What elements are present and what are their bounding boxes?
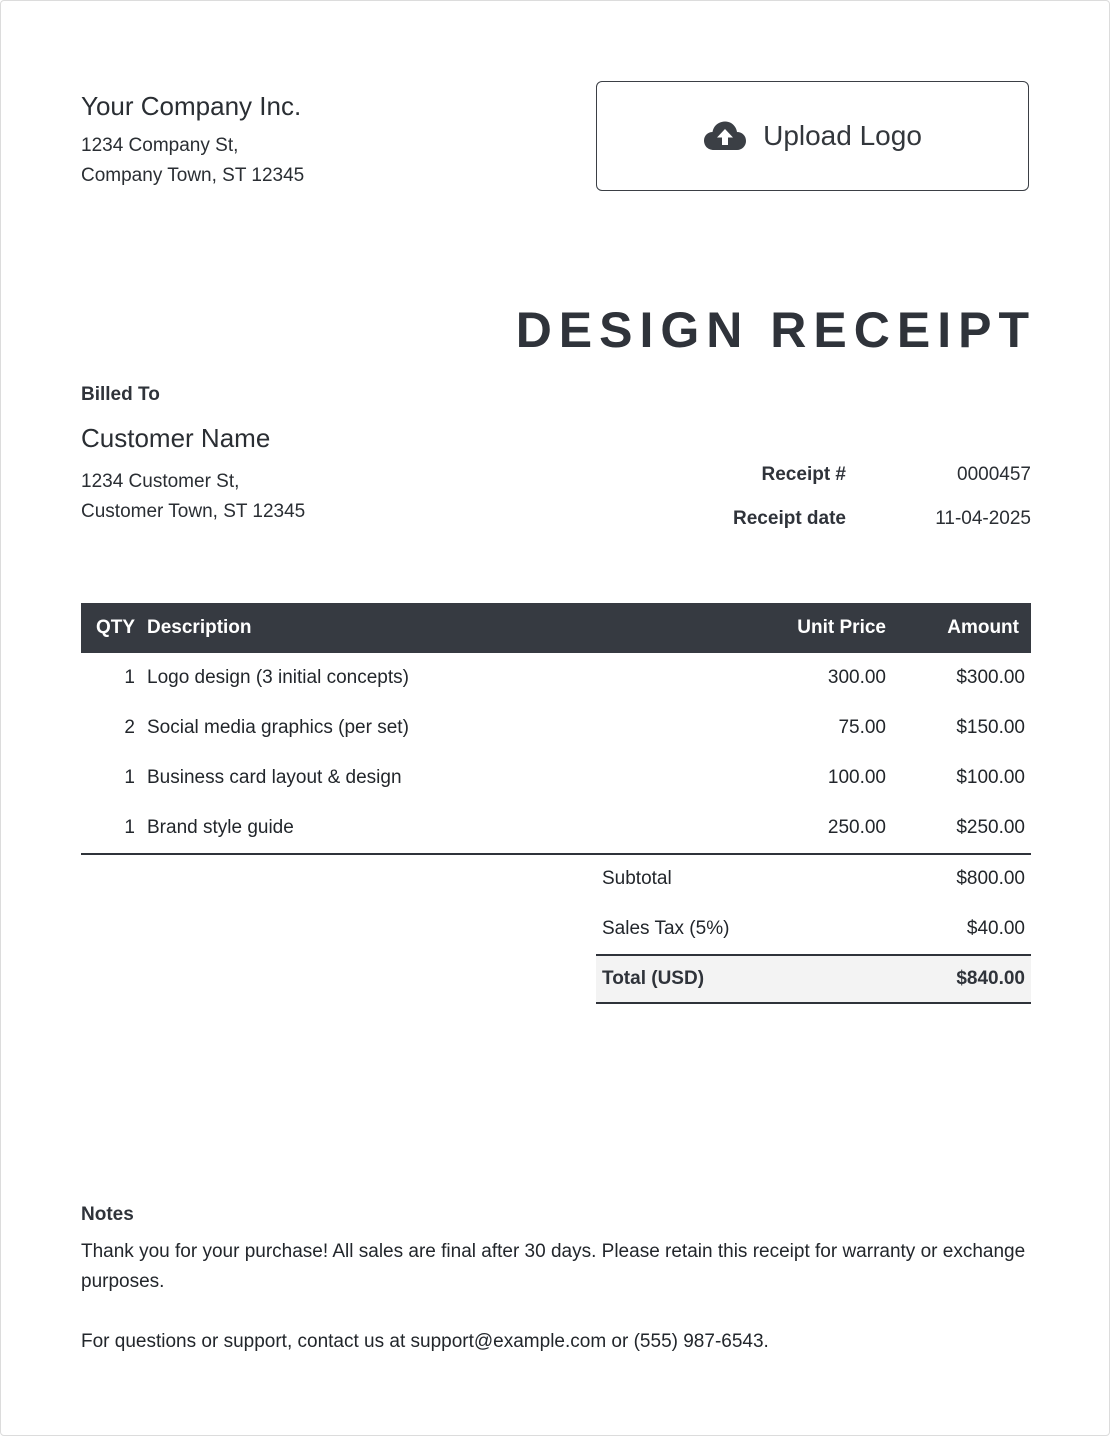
upload-logo-label: Upload Logo [763, 120, 922, 151]
customer-name: Customer Name [81, 423, 271, 453]
notes-text: Thank you for your purchase! All sales are final after 30 days. Please retain this receipt for warranty or exchange purposes. [81, 1241, 1026, 1292]
totals-block [596, 854, 1031, 1004]
company-address-line2: Company Town, ST 12345 [81, 165, 305, 186]
sales-tax-row [596, 904, 1031, 954]
total-label: Total (USD) [602, 968, 705, 989]
notes-contact: For questions or support, contact us at support@example.com or (555) 987-6543. [81, 1331, 769, 1352]
row-description: Brand style guide [147, 817, 294, 838]
company-address-line1: 1234 Company St, [81, 135, 239, 156]
sales-tax-value: $40.00 [966, 918, 1025, 939]
document-title: DESIGN RECEIPT [515, 302, 1036, 358]
row-unit-price: 75.00 [838, 717, 886, 738]
notes-block [81, 1203, 1031, 1357]
row-amount: $100.00 [956, 767, 1025, 788]
company-address [81, 131, 304, 191]
row-qty: 1 [124, 817, 135, 838]
table-row [81, 753, 1031, 803]
header-qty: QTY [95, 617, 135, 638]
subtotal-label: Subtotal [602, 868, 672, 889]
receipt-number-row [601, 453, 1031, 497]
customer-address-line2: Customer Town, ST 12345 [81, 501, 306, 522]
billed-to-block [81, 383, 305, 527]
row-unit-price: 100.00 [827, 767, 886, 788]
row-description: Logo design (3 initial concepts) [147, 667, 409, 688]
row-qty: 1 [124, 667, 135, 688]
receipt-number-value: 0000457 [957, 464, 1031, 485]
company-block [81, 89, 304, 191]
receipt-meta [601, 453, 1031, 541]
row-amount: $150.00 [956, 717, 1025, 738]
row-unit-price: 300.00 [827, 667, 886, 688]
receipt-date-label: Receipt date [733, 508, 846, 529]
table-row [81, 703, 1031, 753]
total-row [596, 954, 1031, 1004]
row-amount: $250.00 [956, 817, 1025, 838]
billed-to-label: Billed To [81, 384, 160, 405]
row-description: Business card layout & design [147, 767, 402, 788]
cloud-upload-icon [703, 120, 747, 152]
row-qty: 1 [124, 767, 135, 788]
notes-label: Notes [81, 1204, 134, 1225]
sales-tax-label: Sales Tax (5%) [602, 918, 730, 939]
company-name: Your Company Inc. [81, 91, 302, 121]
line-items-table [81, 603, 1031, 855]
table-row [81, 803, 1031, 853]
receipt-number-label: Receipt # [761, 464, 846, 485]
receipt-date-value: 11-04-2025 [935, 508, 1031, 529]
table-row [81, 653, 1031, 703]
upload-logo-button[interactable] [596, 81, 1029, 191]
header-amount: Amount [947, 617, 1019, 638]
header-description: Description [147, 617, 252, 638]
row-qty: 2 [124, 717, 135, 738]
customer-address [81, 467, 305, 527]
table-header [81, 603, 1031, 653]
subtotal-value: $800.00 [956, 868, 1025, 889]
row-unit-price: 250.00 [827, 817, 886, 838]
header-unit-price: Unit Price [797, 617, 886, 638]
customer-address-line1: 1234 Customer St, [81, 471, 240, 492]
row-description: Social media graphics (per set) [147, 717, 409, 738]
subtotal-row [596, 854, 1031, 904]
total-value: $840.00 [956, 968, 1025, 989]
row-amount: $300.00 [956, 667, 1025, 688]
receipt-date-row [601, 497, 1031, 541]
